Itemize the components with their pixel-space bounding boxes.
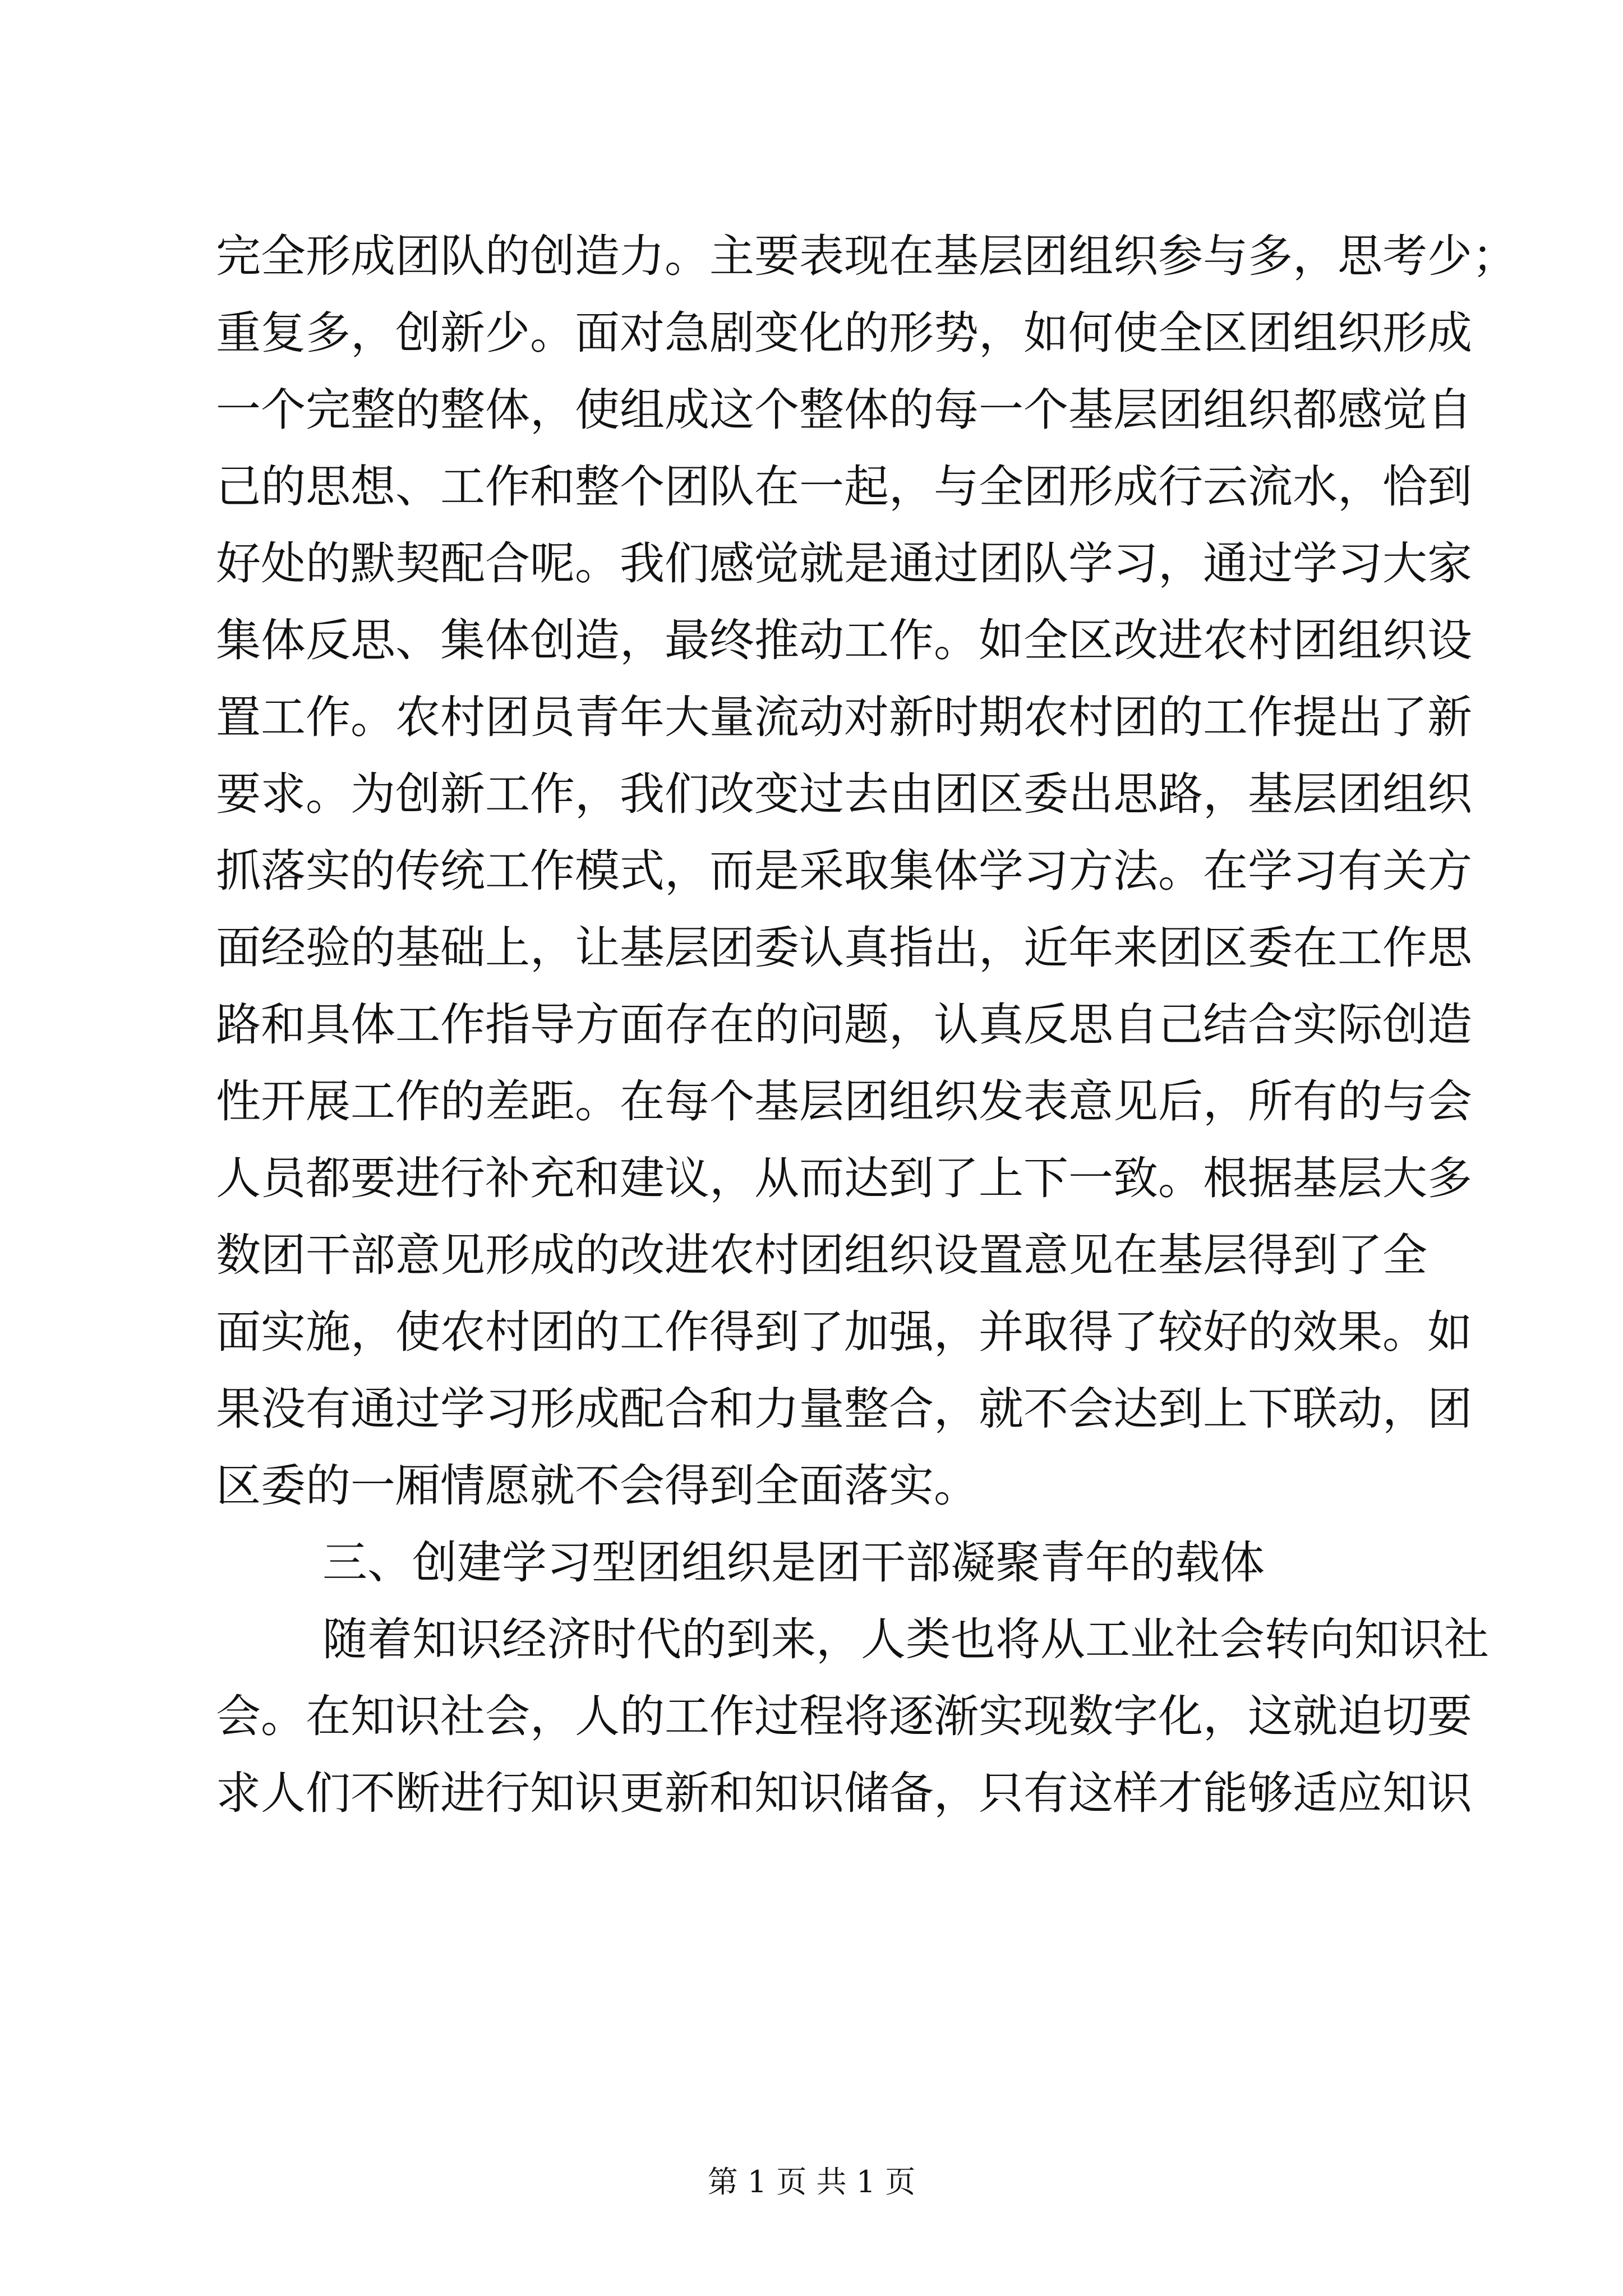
text-line: 求人们不断进行知识更新和知识储备，只有这样才能够适应知识	[216, 1767, 1472, 1819]
text-line: 一个完整的整体，使组成这个整体的每一个基层团组织都感觉自	[216, 384, 1472, 436]
text-line: 抓落实的传统工作模式，而是采取集体学习方法。在学习有关方	[216, 845, 1472, 897]
text-line: 果没有通过学习形成配合和力量整合，就不会达到上下联动，团	[216, 1383, 1472, 1435]
text-line: 面实施，使农村团的工作得到了加强，并取得了较好的效果。如	[216, 1306, 1472, 1358]
text-line: 会。在知识社会，人的工作过程将逐渐实现数字化，这就迫切要	[216, 1690, 1472, 1742]
text-line: 置工作。农村团员青年大量流动对新时期农村团的工作提出了新	[216, 691, 1472, 743]
text-line: 路和具体工作指导方面存在的问题，认真反思自己结合实际创造	[216, 999, 1472, 1051]
text-line: 随着知识经济时代的到来，人类也将从工业社会转向知识社	[322, 1613, 1489, 1665]
section-heading: 三、创建学习型团组织是团干部凝聚青年的载体	[322, 1536, 1265, 1589]
text-line: 区委的一厢情愿就不会得到全面落实。	[216, 1460, 979, 1512]
text-line: 重复多，创新少。面对急剧变化的形势，如何使全区团组织形成	[216, 307, 1472, 359]
text-line: 人员都要进行补充和建议，从而达到了上下一致。根据基层大多	[216, 1152, 1472, 1204]
text-line: 集体反思、集体创造，最终推动工作。如全区改进农村团组织设	[216, 614, 1472, 666]
text-line: 完全形成团队的创造力。主要表现在基层团组织参与多，思考少；	[216, 230, 1517, 282]
document-body	[216, 218, 1517, 1832]
text-line: 好处的默契配合呢。我们感觉就是通过团队学习，通过学习大家	[216, 537, 1472, 590]
text-line: 性开展工作的差距。在每个基层团组织发表意见后，所有的与会	[216, 1075, 1472, 1128]
text-line: 己的思想、工作和整个团队在一起，与全团形成行云流水，恰到	[216, 461, 1472, 513]
text-line: 要求。为创新工作，我们改变过去由团区委出思路，基层团组织	[216, 768, 1472, 820]
text-line: 数团干部意见形成的改进农村团组织设置意见在基层得到了全	[216, 1229, 1427, 1281]
text-line: 面经验的基础上，让基层团委认真指出，近年来团区委在工作思	[216, 922, 1472, 974]
page-footer: 第 1 页 共 1 页	[707, 2164, 916, 2200]
